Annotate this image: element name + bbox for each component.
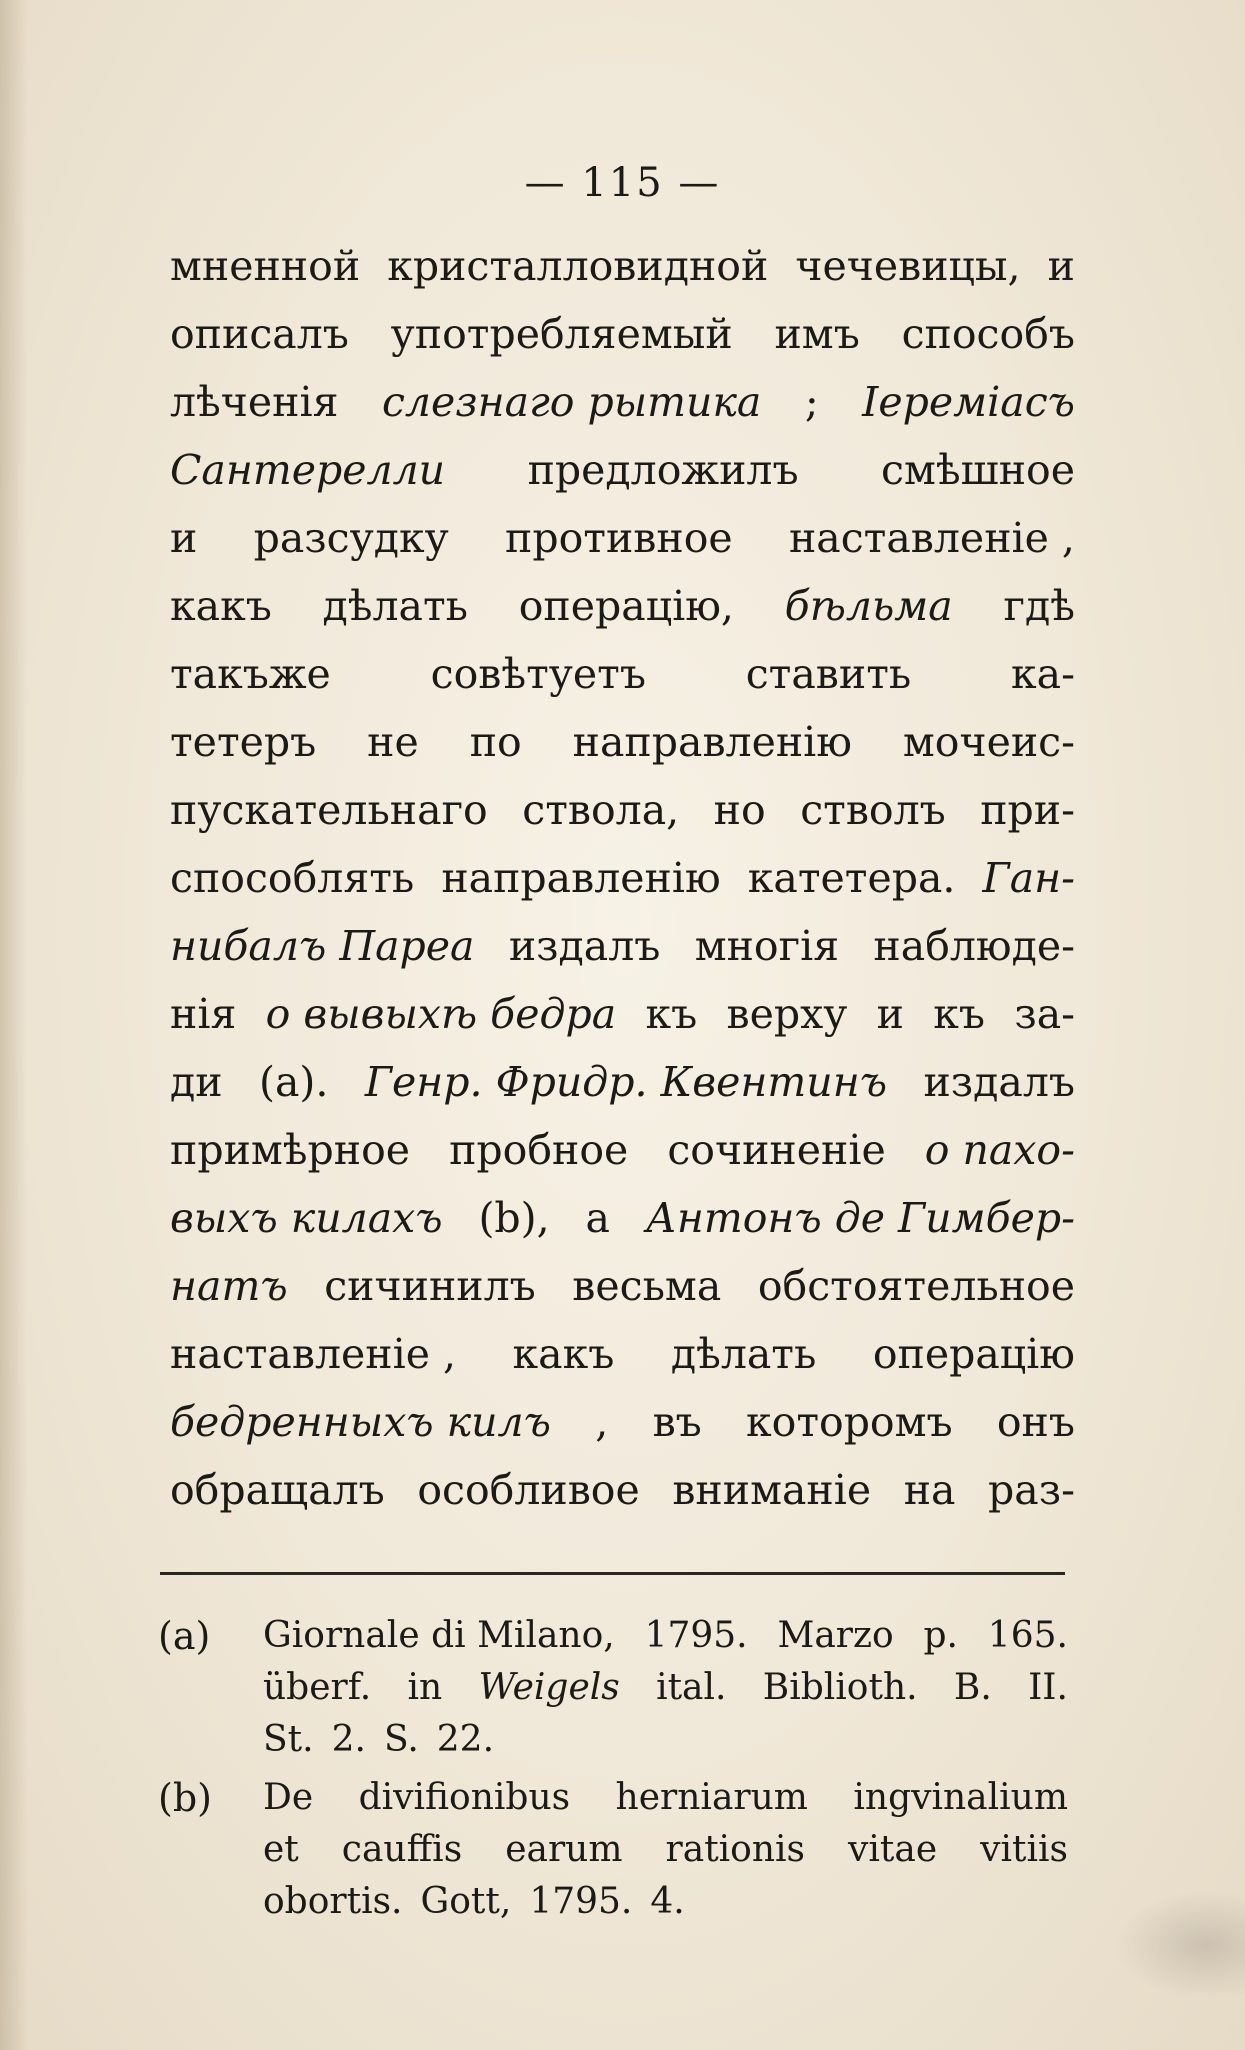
word: гдѣ <box>1003 582 1075 630</box>
word: при- <box>980 786 1075 834</box>
word: (a). <box>258 1058 329 1106</box>
footnote <box>158 1772 1068 1928</box>
footnote-word: ital. <box>656 1667 727 1708</box>
word: противное <box>505 514 733 562</box>
footnote-word: vitiis <box>980 1829 1068 1870</box>
text-line <box>170 300 1075 368</box>
italic-word: нибалъ Пареа <box>170 922 475 970</box>
word: какъ <box>170 582 272 630</box>
text-line <box>170 1048 1075 1116</box>
text-line <box>170 436 1075 504</box>
word: нія <box>170 990 237 1038</box>
text-line <box>170 1116 1075 1184</box>
footnote-line <box>263 1824 1068 1876</box>
footnote-word: et <box>263 1829 299 1870</box>
italic-word: Антонъ де Гимбер- <box>645 1194 1075 1242</box>
word: вниманіе <box>672 1466 872 1514</box>
word: дѣлать <box>322 582 468 630</box>
word: сичинилъ <box>324 1262 536 1310</box>
word: не <box>367 718 419 766</box>
word: издалъ <box>923 1058 1075 1106</box>
italic-word: слезнаго рытика <box>381 378 762 426</box>
footnote-mark: (b) <box>158 1776 212 1820</box>
word: обращалъ <box>170 1466 385 1514</box>
word: разсудку <box>253 514 449 562</box>
text-line <box>170 504 1075 572</box>
text-line <box>170 844 1075 912</box>
word: весьма <box>572 1262 722 1310</box>
text-line <box>170 980 1075 1048</box>
page-number: — 115 — <box>524 160 721 206</box>
text-line <box>170 640 1075 708</box>
text-line <box>170 708 1075 776</box>
text-line <box>170 368 1075 436</box>
word: предложилъ <box>527 446 799 494</box>
word: (b), <box>478 1194 550 1242</box>
word: ка- <box>1011 650 1075 698</box>
word: катетера. <box>747 854 956 902</box>
italic-word: выхъ килахъ <box>170 1194 443 1242</box>
word: дѣлать <box>670 1330 817 1378</box>
text-line <box>170 1320 1075 1388</box>
footnote-word: rationis <box>665 1829 806 1870</box>
footnote-line <box>263 1662 1068 1714</box>
text-line <box>170 912 1075 980</box>
word: ствола, <box>522 786 680 834</box>
word: пускательнаго <box>170 786 488 834</box>
footnote-word: 165. <box>987 1615 1068 1656</box>
word: верху <box>726 990 848 1038</box>
italic-word: бедренныхъ килъ <box>170 1398 551 1446</box>
text-line <box>170 232 1075 300</box>
word: издалъ <box>508 922 661 970</box>
italic-word: Сантерелли <box>170 446 446 494</box>
word: какъ <box>512 1330 615 1378</box>
italic-word: Іеремiасъ <box>862 378 1075 426</box>
word: имъ <box>774 310 860 358</box>
word: стволъ <box>800 786 946 834</box>
footnote-word: überf. <box>263 1667 372 1708</box>
word: тетеръ <box>170 718 317 766</box>
footnote-line <box>263 1876 1068 1928</box>
italic-word: Генр. Фридр. Квентинъ <box>364 1058 888 1106</box>
footnote-word: divifionibus <box>358 1777 571 1818</box>
italic-word: Ган- <box>982 854 1075 902</box>
footnote-line <box>263 1772 1068 1824</box>
text-line <box>170 1184 1075 1252</box>
page-gutter-shadow <box>0 0 28 2050</box>
word: и <box>170 514 198 562</box>
word: по <box>469 718 522 766</box>
word: и <box>876 990 904 1038</box>
word: операцію <box>872 1330 1075 1378</box>
text-line <box>170 1456 1075 1524</box>
word: кристалловидной <box>387 242 769 290</box>
word: за- <box>1014 990 1075 1038</box>
word: направленію <box>441 854 721 902</box>
footnote-word: S. <box>383 1719 419 1760</box>
word: примѣрное <box>170 1126 411 1174</box>
text-line <box>170 1388 1075 1456</box>
word: но <box>713 786 766 834</box>
footnote-word: Giornale di Milano, <box>263 1615 615 1656</box>
word: операцію, <box>518 582 734 630</box>
footnote-mark: (a) <box>158 1614 211 1658</box>
footnote-word: 1795. <box>644 1615 748 1656</box>
word: способъ <box>901 310 1075 358</box>
footnote-line <box>263 1610 1068 1662</box>
italic-word: о пахо- <box>924 1126 1075 1174</box>
footnote-word: St. <box>263 1719 314 1760</box>
word: сочиненіе <box>667 1126 886 1174</box>
footnote-word: II. <box>1028 1667 1068 1708</box>
word: и <box>1047 242 1075 290</box>
word: пробное <box>449 1126 629 1174</box>
footnote-word: p. <box>923 1615 958 1656</box>
footnote-word: Biblioth. <box>762 1667 918 1708</box>
footnote-word: 1795. <box>529 1881 633 1922</box>
footnote <box>158 1610 1068 1766</box>
footnote-word: 4. <box>650 1881 685 1922</box>
word: лѣченія <box>170 378 339 426</box>
footnote-word: Weigels <box>478 1667 620 1708</box>
word: которомъ <box>746 1398 953 1446</box>
footnote-word: vitae <box>848 1829 938 1870</box>
word: наставленіе , <box>788 514 1075 562</box>
italic-word: натъ <box>170 1262 288 1310</box>
word: ди <box>170 1058 223 1106</box>
body-text <box>170 232 1075 1524</box>
footnote-word: in <box>407 1667 443 1708</box>
word: въ <box>652 1398 702 1446</box>
word: онъ <box>996 1398 1075 1446</box>
word: обстоятельное <box>757 1262 1075 1310</box>
word: употребляемый <box>390 310 733 358</box>
footnotes <box>158 1610 1068 1934</box>
word: ; <box>804 378 819 426</box>
word: наставленіе , <box>170 1330 457 1378</box>
footnote-rule <box>160 1572 1065 1575</box>
word: особливое <box>417 1466 640 1514</box>
word: направленію <box>572 718 852 766</box>
word: мненной <box>170 242 361 290</box>
footnote-word: cauffis <box>341 1829 463 1870</box>
text-line <box>170 1252 1075 1320</box>
word: , <box>595 1398 609 1446</box>
paper-stain <box>1115 1890 1245 2000</box>
text-line <box>170 572 1075 640</box>
italic-word: о вывыхѣ бедра <box>265 990 617 1038</box>
footnote-word: B. <box>953 1667 992 1708</box>
word: способлять <box>170 854 415 902</box>
footnote-word: De <box>263 1777 314 1818</box>
footnote-word: herniarum <box>615 1777 808 1818</box>
word: такъже <box>170 650 331 698</box>
footnote-word: Gott, <box>420 1881 512 1922</box>
footnote-word: earum <box>505 1829 623 1870</box>
text-line <box>170 776 1075 844</box>
word: многія <box>694 922 840 970</box>
word: а <box>585 1194 610 1242</box>
word: къ <box>933 990 986 1038</box>
footnote-line <box>263 1714 1068 1766</box>
word: смѣшное <box>881 446 1075 494</box>
word: совѣтуетъ <box>430 650 646 698</box>
word: чечевицы, <box>795 242 1021 290</box>
word: на <box>903 1466 956 1514</box>
word: къ <box>645 990 698 1038</box>
word: ставить <box>745 650 912 698</box>
word: описалъ <box>170 310 349 358</box>
word: раз- <box>988 1466 1075 1514</box>
footnote-word: obortis. <box>263 1881 403 1922</box>
footnote-word: ingvinalium <box>853 1777 1068 1818</box>
word: мочеис- <box>902 718 1075 766</box>
footnote-word: 22. <box>436 1719 495 1760</box>
word: наблюде- <box>873 922 1075 970</box>
italic-word: бѣльма <box>784 582 953 630</box>
footnote-word: 2. <box>331 1719 366 1760</box>
footnote-word: Marzo <box>777 1615 894 1656</box>
